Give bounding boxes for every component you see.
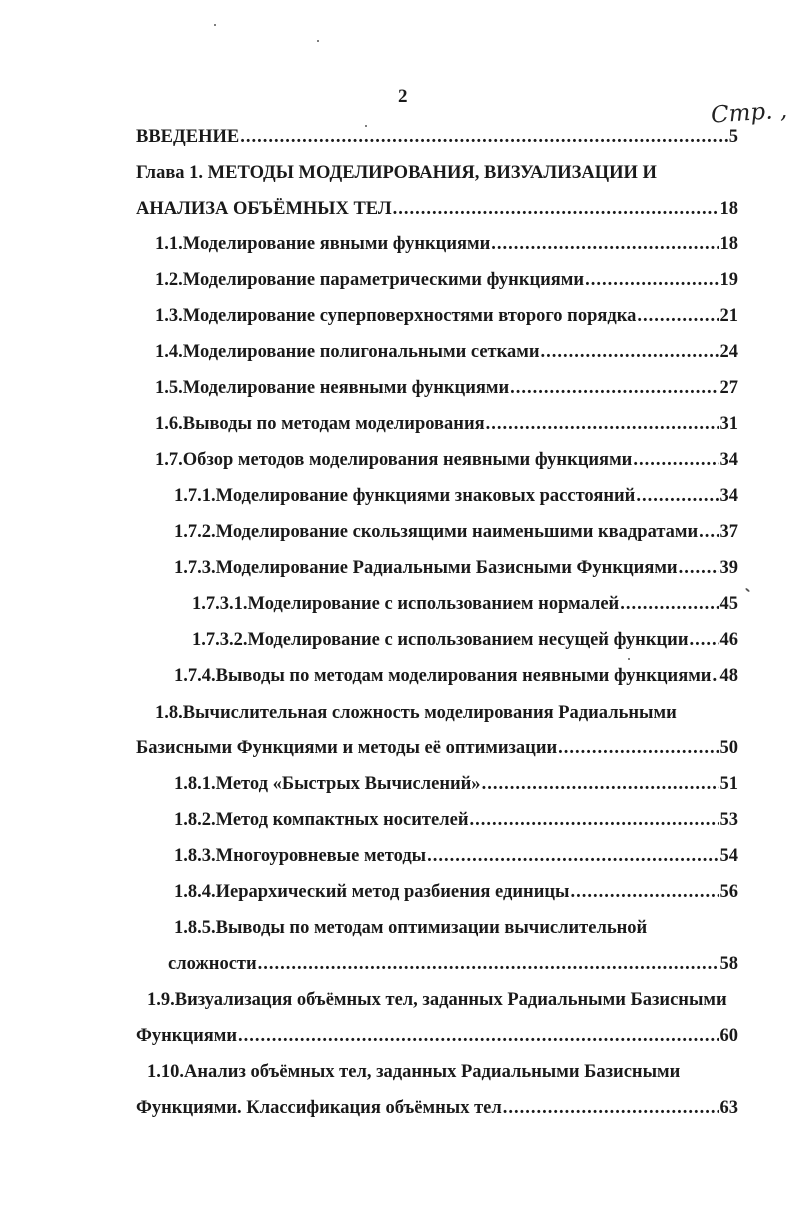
toc-entry-page: 39 <box>719 558 738 578</box>
toc-entry-title: 1.6.Выводы по методам моделирования <box>155 414 485 434</box>
toc-entry-page: 53 <box>719 810 738 830</box>
toc-entry-1-3 <box>155 306 738 332</box>
toc-entry-title: 1.7.Обзор методов моделирования неявными функциями <box>155 450 633 470</box>
toc-entry-page: 63 <box>719 1098 738 1118</box>
toc-entry-title: АНАЛИЗА ОБЪЁМНЫХ ТЕЛ <box>136 199 392 219</box>
toc-entry-page: 27 <box>719 378 738 398</box>
toc-entry-title: 1.7.2.Моделирование скользящими наименьшими квадратами <box>174 522 699 542</box>
toc-entry-title: 1.4.Моделирование полигональными сетками <box>155 342 540 362</box>
toc-entry-1-8-3 <box>174 846 738 872</box>
toc-entry-page: 56 <box>719 882 738 902</box>
toc-entry-intro <box>136 127 738 153</box>
toc-entry-chapter-1 <box>136 199 738 225</box>
toc-entry-1-7-3-1 <box>192 594 738 620</box>
toc-entry-page: 60 <box>719 1026 738 1046</box>
toc-entry-1-7 <box>155 450 738 476</box>
toc-entry-page: 5 <box>728 127 738 147</box>
toc-entry-title: 1.7.3.1.Моделирование с использованием нормалей <box>192 594 620 614</box>
page-number: 2 <box>398 86 408 107</box>
toc-entry-1-7-1 <box>174 486 738 512</box>
toc-entry-title: Функциями <box>136 1026 238 1046</box>
toc-entry-title: 1.8.4.Иерархический метод разбиения единицы <box>174 882 570 902</box>
toc-entry-page: 21 <box>719 306 738 326</box>
toc-entry-1-10 <box>136 1098 738 1124</box>
toc-entry-1-7-3 <box>174 558 738 584</box>
toc-entry-title: Базисными Функциями и методы её оптимизации <box>136 738 558 758</box>
toc-entry-1-8-2 <box>174 810 738 836</box>
toc-entry-page: 51 <box>719 774 738 794</box>
toc-entry-1-4 <box>155 342 738 368</box>
toc-entry-page: 54 <box>719 846 738 866</box>
toc-heading-1-10: 1.10.Анализ объёмных тел, заданных Радиальными Базисными <box>147 1062 681 1082</box>
toc-entry-page: 34 <box>719 450 738 470</box>
toc-entry-title: 1.3.Моделирование суперповерхностями второго порядка <box>155 306 637 326</box>
toc-chapter-heading: Глава 1. МЕТОДЫ МОДЕЛИРОВАНИЯ, ВИЗУАЛИЗАЦИИ И <box>136 163 657 183</box>
toc-entry-page: 18 <box>719 199 738 219</box>
toc-entry-page: 18 <box>719 234 738 254</box>
toc-entry-page: 37 <box>719 522 738 542</box>
toc-entry-page: 34 <box>719 486 738 506</box>
toc-heading-1-8: 1.8.Вычислительная сложность моделирования Радиальными <box>155 703 677 723</box>
toc-entry-1-7-3-2 <box>192 630 738 656</box>
toc-entry-page: 48 <box>719 666 738 686</box>
toc-entry-page: 19 <box>719 270 738 290</box>
toc-entry-1-6 <box>155 414 738 440</box>
toc-entry-1-8 <box>136 738 738 764</box>
toc-entry-page: 31 <box>719 414 738 434</box>
toc-entry-title: сложности <box>168 954 257 974</box>
toc-entry-page: 50 <box>719 738 738 758</box>
toc-entry-title: 1.1.Моделирование явными функциями <box>155 234 491 254</box>
toc-entry-1-9 <box>136 1026 738 1052</box>
handwritten-note: Стр. , <box>710 97 788 129</box>
toc-entry-title: 1.2.Моделирование параметрическими функциями <box>155 270 585 290</box>
toc-entry-page: 45 <box>719 594 738 614</box>
toc-heading-1-8-5: 1.8.5.Выводы по методам оптимизации вычислительной <box>174 918 648 938</box>
toc-entry-title: 1.5.Моделирование неявными функциями <box>155 378 510 398</box>
toc-heading-1-9: 1.9.Визуализация объёмных тел, заданных Радиальными Базисными <box>147 990 727 1010</box>
toc-entry-page: 58 <box>719 954 738 974</box>
toc-entry-title: ВВЕДЕНИЕ <box>136 127 240 147</box>
toc-entry-1-2 <box>155 270 738 296</box>
toc-entry-page: 24 <box>719 342 738 362</box>
toc-entry-title: 1.8.1.Метод «Быстрых Вычислений» <box>174 774 481 794</box>
toc-entry-1-8-5 <box>168 954 738 980</box>
toc-entry-1-1 <box>155 234 738 260</box>
toc-entry-title: 1.7.1.Моделирование функциями знаковых расстояний <box>174 486 636 506</box>
toc-entry-title: 1.7.3.Моделирование Радиальными Базисными Функциями <box>174 558 678 578</box>
toc-entry-title: 1.7.3.2.Моделирование с использованием несущей функции <box>192 630 689 650</box>
toc-entry-1-8-4 <box>174 882 738 908</box>
toc-entry-1-8-1 <box>174 774 738 800</box>
toc-entry-title: 1.8.3.Многоуровневые методы <box>174 846 427 866</box>
toc-entry-title: 1.8.2.Метод компактных носителей <box>174 810 469 830</box>
toc-entry-page: 46 <box>719 630 738 650</box>
toc-entry-1-7-4 <box>174 666 738 692</box>
toc-entry-1-7-2 <box>174 522 738 548</box>
toc-entry-1-5 <box>155 378 738 404</box>
toc-entry-title: Функциями. Классификация объёмных тел <box>136 1098 502 1118</box>
toc-entry-title: 1.7.4.Выводы по методам моделирования неявными функциями <box>174 666 712 686</box>
